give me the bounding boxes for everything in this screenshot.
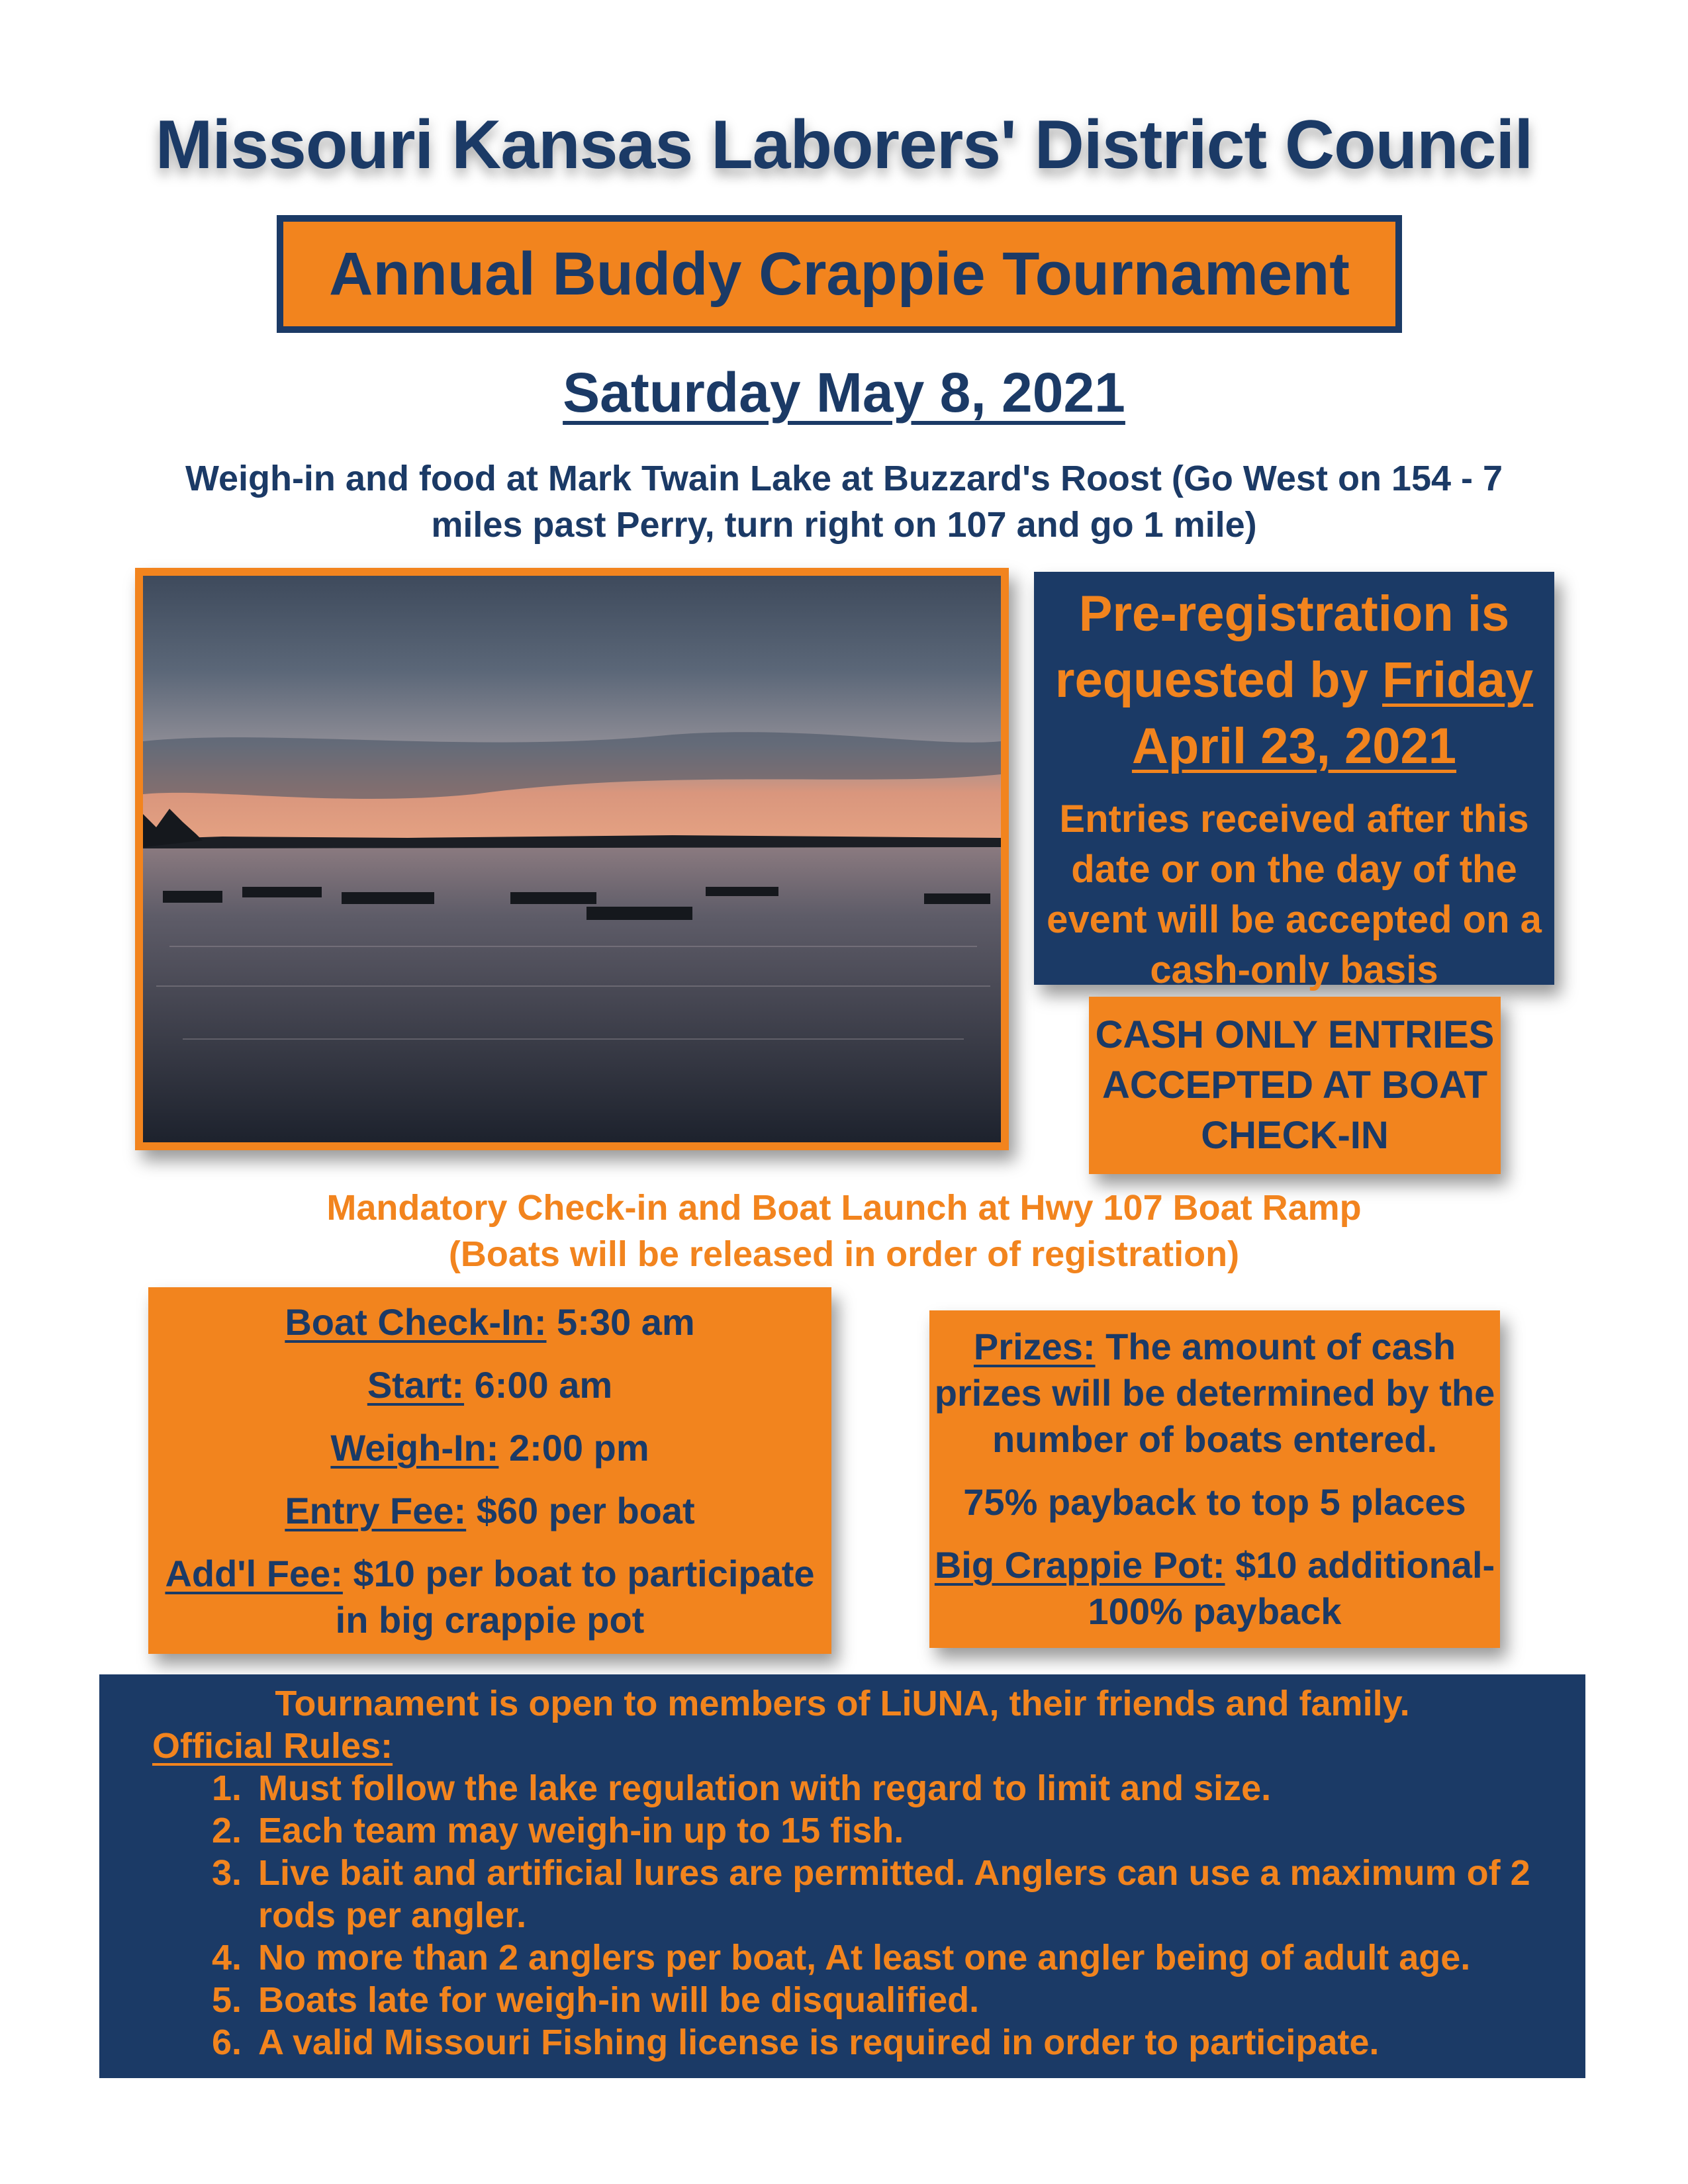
schedule-label: Weigh-In: <box>330 1427 499 1469</box>
rule-item: 6. A valid Missouri Fishing license is required in order to participate. <box>252 2021 1532 2064</box>
rule-item: 1. Must follow the lake regulation with regard to limit and size. <box>252 1767 1532 1809</box>
prizes-box <box>929 1310 1500 1648</box>
schedule-row-start <box>148 1362 831 1408</box>
rule-item: 5. Boats late for weigh-in will be disqualified. <box>252 1979 1532 2021</box>
schedule-value: $10 per boat to participate in big crappie pot <box>335 1553 815 1641</box>
schedule-label: Start: <box>367 1364 465 1406</box>
prizes-text: The amount of cash prizes will be determined by the number of boats entered. <box>934 1326 1495 1460</box>
event-date <box>0 361 1688 425</box>
rule-item: 4. No more than 2 anglers per boat, At least one angler being of adult age. <box>252 1936 1532 1979</box>
schedule-row-addl-fee <box>148 1551 831 1643</box>
location-text: Weigh-in and food at Mark Twain Lake at Buzzard's Roost (Go West on 154 - 7 miles past Perry, turn right on 107 and go 1 mile) <box>185 459 1503 545</box>
prizes-description <box>929 1324 1500 1463</box>
schedule-row-boat-checkin <box>148 1299 831 1345</box>
preregistration-line: Pre-registration is requested by <box>1055 586 1510 708</box>
schedule-value: $60 per boat <box>466 1490 695 1531</box>
big-crappie-pot-text: $10 additional-100% payback <box>1088 1544 1495 1632</box>
preregistration-deadline: Friday April 23, 2021 <box>1131 652 1534 774</box>
cash-only-notice <box>1089 997 1501 1174</box>
prizes-label: Prizes: <box>973 1326 1096 1367</box>
subtitle-text: Annual Buddy Crappie Tournament <box>329 240 1350 308</box>
cash-only-text: CASH ONLY ENTRIES ACCEPTED AT BOAT CHECK-IN <box>1095 1013 1495 1157</box>
preregistration-box <box>1034 572 1554 991</box>
schedule-label: Add'l Fee: <box>165 1553 343 1594</box>
rule-item: 2. Each team may weigh-in up to 15 fish. <box>252 1809 1532 1852</box>
schedule-box <box>148 1287 831 1654</box>
schedule-value: 2:00 pm <box>498 1427 649 1469</box>
big-crappie-pot <box>929 1542 1500 1635</box>
preregistration-note: Entries received after this date or on the day of the event will be accepted on a cash-only basis <box>1047 797 1542 991</box>
schedule-value: 5:30 am <box>546 1301 695 1343</box>
schedule-label: Boat Check-In: <box>285 1301 547 1343</box>
checkin-note-line2: (Boats will be released in order of registration) <box>448 1234 1240 1274</box>
rules-box <box>99 1674 1585 2078</box>
subtitle-banner <box>277 215 1402 333</box>
event-date-text: Saturday May 8, 2021 <box>563 361 1125 424</box>
schedule-value: 6:00 am <box>464 1364 613 1406</box>
prizes-payback: 75% payback to top 5 places <box>963 1481 1466 1523</box>
schedule-label: Entry Fee: <box>285 1490 467 1531</box>
schedule-row-weigh-in <box>148 1425 831 1471</box>
lake-photo-illustration <box>143 576 1001 1142</box>
page-title: Missouri Kansas Laborers' District Council <box>155 107 1533 183</box>
lake-sunset-photo <box>135 568 1009 1150</box>
rules-list <box>99 1767 1585 2064</box>
schedule-row-entry-fee <box>148 1488 831 1534</box>
rule-item: 3. Live bait and artificial lures are permitted. Anglers can use a maximum of 2 rods per angler. <box>252 1852 1532 1936</box>
checkin-note-line1: Mandatory Check-in and Boat Launch at Hwy 107 Boat Ramp <box>326 1188 1362 1228</box>
rules-heading: Official Rules: <box>152 1726 393 1766</box>
rules-intro: Tournament is open to members of LiUNA, their friends and family. <box>275 1684 1410 1723</box>
checkin-note <box>0 1185 1688 1277</box>
preregistration-heading <box>1034 581 1554 780</box>
big-crappie-pot-label: Big Crappie Pot: <box>934 1544 1225 1586</box>
